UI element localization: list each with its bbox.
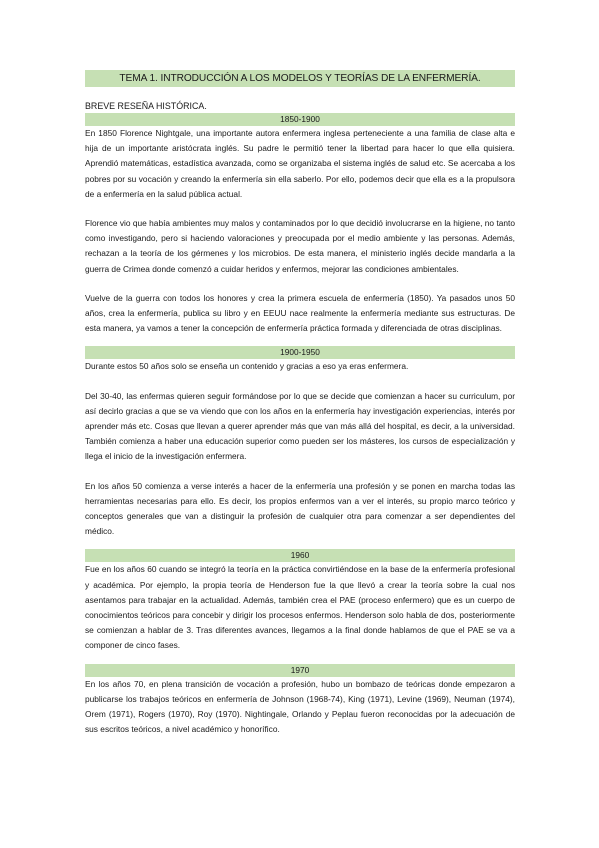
paragraph: Florence vio que había ambientes muy malos y contaminados por lo que decidió involucrarse en la higiene, no tanto como investigando, pero si haciendo valoraciones y preocupada por el medio ambiente y las personas. Además, rechazan a la teoría de los gérmenes y los microbios. De esta manera, el ministerio inglés decide mandarla a la guerra de Crimea donde comenzó a cuidar heridos y enfermos, mejorar las condiciones ambientales. — [85, 218, 515, 274]
document-title: TEMA 1. INTRODUCCIÓN A LOS MODELOS Y TEORÍAS DE LA ENFERMERÍA. — [85, 70, 515, 87]
section-header: 1850-1900 — [85, 113, 515, 126]
section-header: 1960 — [85, 549, 515, 562]
spacer — [85, 375, 515, 389]
section-1960 — [85, 549, 515, 653]
paragraph: Durante estos 50 años solo se enseña un contenido y gracias a eso ya eras enfermera. — [85, 361, 409, 372]
spacer — [85, 202, 515, 216]
spacer — [85, 277, 515, 291]
paragraph: Fue en los años 60 cuando se integró la teoría en la práctica convirtiéndose en la base de la enfermería profesional y académica. Por ejemplo, la propia teoría de Henderson fue la que llevó a crear la teoría sobre la cual nos asentamos para trabajar en la actualidad. Además, también crea el PAE (proceso enfermero) que es un cuerpo de conocimientos teóricos para concebir y dirigir los procesos enfermos. Henderson solo habla de dos, posteriormente se comienzan a hablar de 3. Tras diferentes avances, llegamos a la final donde hablamos de que el PAE se va a componer de cinco fases. — [85, 564, 515, 651]
spacer — [85, 465, 515, 479]
section-header: 1900-1950 — [85, 346, 515, 359]
paragraph: En los años 70, en plena transición de vocación a profesión, hubo un bombazo de teóricas donde empezaron a publicarse los trabajos teóricos en enfermería de Johnson (1968-74), King (1971), Levine (1969), Neuman (1974), Orem (1971), Rogers (1970), Roy (1970). Nightingale, Orlando y Peplau fueron reconocidas por la adecuación de sus escritos teóricos, a nivel académico y honorífico. — [85, 678, 515, 735]
document-subtitle: BREVE RESEÑA HISTÓRICA. — [85, 101, 207, 111]
document-page — [85, 70, 515, 738]
section-header: 1970 — [85, 664, 515, 677]
section-1900-1950 — [85, 346, 515, 539]
paragraph: Vuelve de la guerra con todos los honores y crea la primera escuela de enfermería (1850). Ya pasados unos 50 años, crea la enfermería, publica su libro y en EEUU nace realmente la enfermería mediante sus estructuras. De esta manera, ya vamos a tener la concepción de enfermería práctica formada y diferenciada de otras disciplinas. — [85, 292, 515, 334]
section-1970 — [85, 664, 515, 738]
paragraph: En los años 50 comienza a verse interés a hacer de la enfermería una profesión y se ponen en marcha todas las herramientas necesarias para ello. Es decir, los propios enfermos van a ver el interés, su propio marco teórico y conceptos generales que van a distinguir la profesión de cualquier otra para comenzar a ser dependientes del médico. — [85, 480, 515, 537]
paragraph: Del 30-40, las enfermas quieren seguir formándose por lo que se decide que comienzan a hacer su curriculum, por así decirlo gracias a que se va viendo que con los años en la enfermería hay investigación experiencias, interés por aprender más etc. Cosas que llevan a querer aprender más que van más allá del hospital, es decir, a la universidad. También comienza a haber una educación superior como pueden ser los másteres, los cursos de especialización y llega el inicio de la investigación enfermera. — [85, 390, 515, 462]
paragraph: En 1850 Florence Nightgale, una importante autora enfermera inglesa perteneciente a una familia de clase alta e hija de un importante aristócrata inglés. Su padre le permitió tener la libertad para hacer lo que ella quisiera. Aprendió matemáticas, estadística avanzada, como se organizaba el sistema inglés de salud etc. Se acercaba a los pobres por su vocación y creando la enfermería sin ella saberlo. Por ello, podemos decir que ella es a la propulsora de a enfermería en la salud pública actual. — [85, 128, 515, 199]
section-1850-1900 — [85, 113, 515, 336]
